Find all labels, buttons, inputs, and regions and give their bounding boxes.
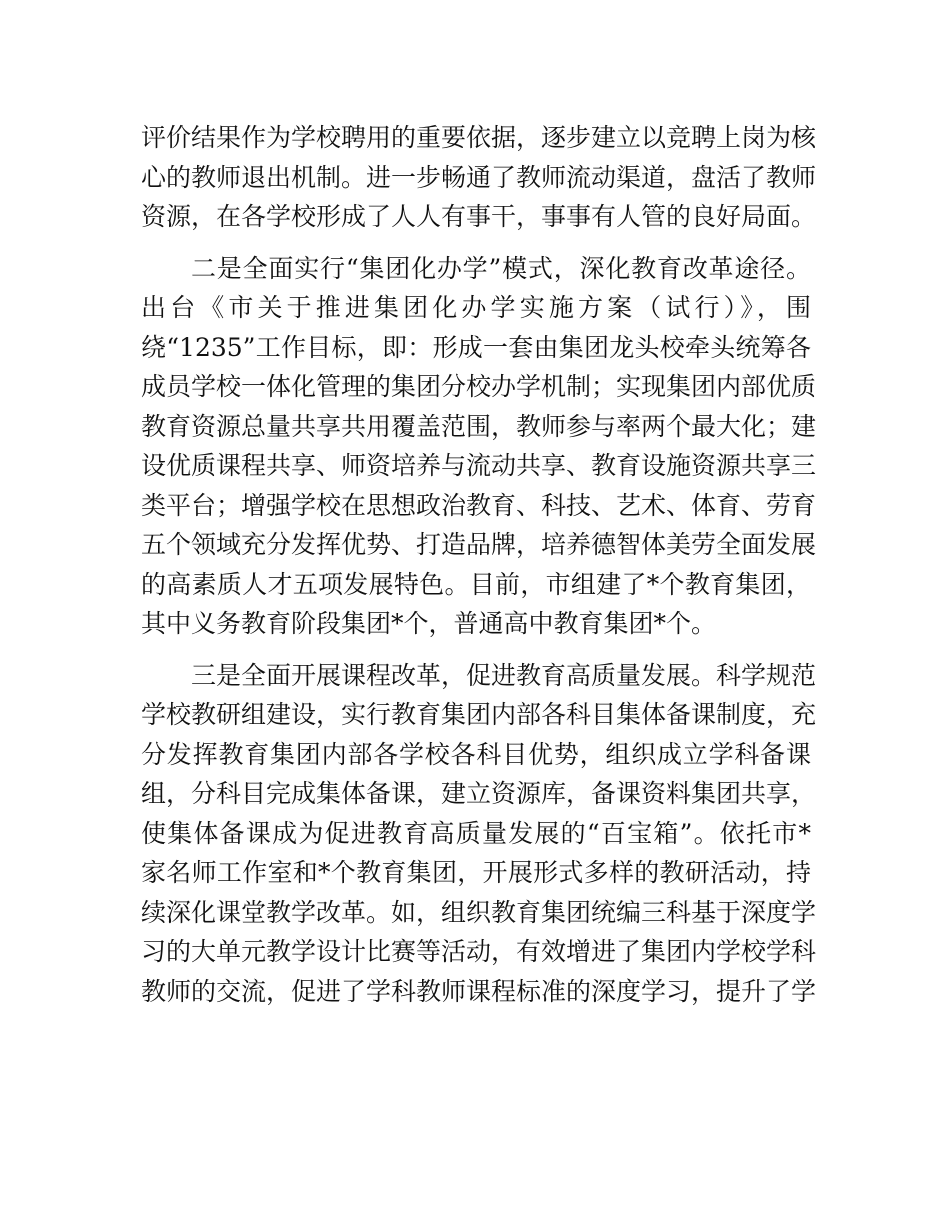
paragraph-2 (141, 249, 817, 644)
text-line: 学校教研组建设，实行教育集团内部各科目集体备课制度，充 (141, 700, 817, 729)
text-line: 续深化课堂教学改革。如，组织教育集团统编三科基于深度学 (141, 897, 817, 927)
text-line: 类平台；增强学校在思想政治教育、科技、艺术、体育、劳育 (141, 490, 817, 520)
text-line: 成员学校一体化管理的集团分校办学机制；实现集团内部优质 (141, 372, 817, 401)
text-line: 分发挥教育集团内部各学校各科目优势，组织成立学科备课 (141, 739, 811, 769)
paragraph-1 (141, 118, 817, 237)
text-line: 家名师工作室和*个教育集团，开展形式多样的教研活动，持 (141, 858, 811, 887)
text-line: 设优质课程共享、师资培养与流动共享、教育设施资源共享三 (141, 451, 817, 480)
text-line: 三是全面开展课程改革，促进教育高质量发展。科学规范 (191, 660, 817, 690)
text-line: 资源，在各学校形成了人人有事干，事事有人管的良好局面。 (141, 202, 817, 231)
text-line: 二是全面实行“集团化办学”模式，深化教育改革途径。 (191, 253, 811, 283)
body-text (141, 118, 817, 1011)
text-line: 心的教师退出机制。进一步畅通了教师流动渠道，盘活了教师 (141, 162, 817, 192)
text-line: 评价结果作为学校聘用的重要依据，逐步建立以竞聘上岗为核 (141, 123, 817, 152)
text-line: 出台《市关于推进集团化办学实施方案（试行）》，围 (141, 293, 811, 322)
text-line: 其中义务教育阶段集团*个，普通高中教育集团*个。 (141, 609, 717, 638)
text-line: 的高素质人才五项发展特色。目前，市组建了*个教育集团， (141, 569, 811, 599)
text-line: 使集体备课成为促进教育高质量发展的“百宝箱”。依托市* (141, 818, 811, 848)
text-line: 绕“1235”工作目标，即：形成一套由集团龙头校牵头统筹各 (141, 332, 811, 362)
paragraph-3 (141, 656, 817, 1012)
text-line: 习的大单元教学设计比赛等活动，有效增进了集团内学校学科 (141, 937, 817, 966)
text-line: 教育资源总量共享共用覆盖范围，教师参与率两个最大化；建 (141, 411, 817, 441)
text-line: 五个领域充分发挥优势、打造品牌，培养德智体美劳全面发展 (141, 530, 817, 559)
text-line: 教师的交流，促进了学科教师课程标准的深度学习，提升了学 (141, 976, 817, 1006)
text-line: 组，分科目完成集体备课，建立资源库，备课资料集团共享， (141, 779, 817, 808)
